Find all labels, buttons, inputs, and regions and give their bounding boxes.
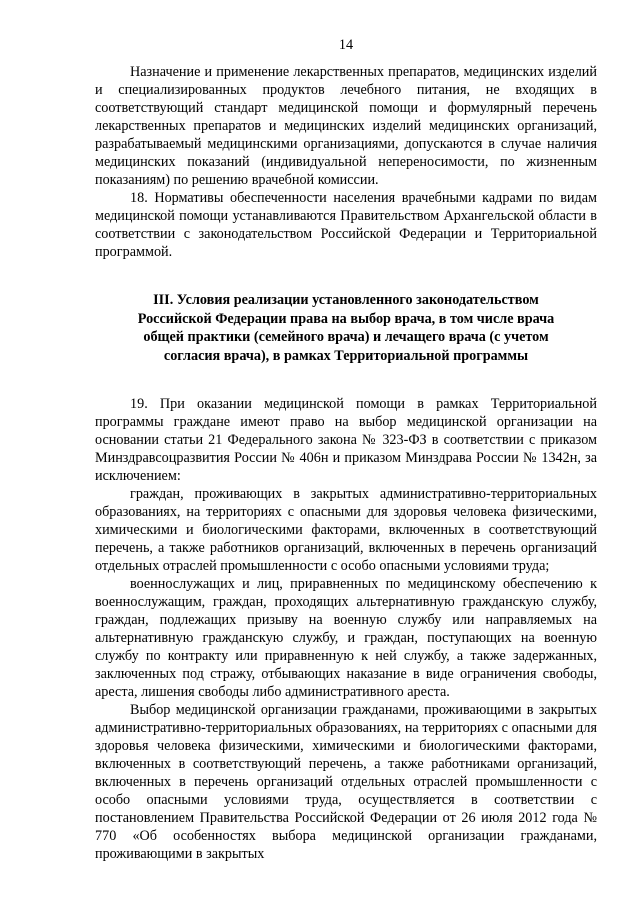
paragraph-prescription: Назначение и применение лекарственных препаратов, медицинских изделий и специализированных продуктов лечебного питания, не входящих в соответствующий стандарт медицинской помощи и формулярный перечень лекарственных препаратов и медицинских изделий медицинских организаций, разрабатываемый медицинскими организациями, допускаются в случае наличия медицинских показаний (индивидуальной непереносимости, по жизненным показаниям) по решению врачебной комиссии.	[95, 64, 597, 188]
paragraph-18-staffing: 18. Нормативы обеспеченности населения врачебными кадрами по видам медицинской помощи устанавливаются Правительством Архангельской области в соответствии с законодательством Российской Федерации и Территориальной программой.	[95, 190, 597, 260]
section-heading: III. Условия реализации установленного законодательством Российской Федерации права на выбор врача, в том числе врача общей практики (семейного врача) и лечащего врача (с учетом согласия врача), в рамках Территориальной программы	[137, 292, 555, 364]
paragraph-closed-territories: граждан, проживающих в закрытых административно-территориальных образованиях, на территориях с опасными для здоровья человека физическими, химическими и биологическими факторами, включенных в соответствующий перечень, а также работников организаций, включенных в перечень организаций отдельных отраслей промышленности с особо опасными условиями труда;	[95, 486, 597, 574]
paragraph-selection-procedure: Выбор медицинской организации гражданами, проживающими в закрытых административно-территориальных образованиях, на территориях с опасными для здоровья человека физическими, химическими и биологическими факторами, включенных в соответствующий перечень, а также работниками организаций, включенных в перечень организаций отдельных отраслей промышленности с особо опасными условиями труда, осуществляется в соответствии с постановлением Правительства Российской Федерации от 26 июля 2012 года № 770 «Об особенностях выбора медицинской организации гражданами, проживающими в закрытых	[95, 702, 597, 862]
paragraph-19-choice: 19. При оказании медицинской помощи в рамках Территориальной программы граждане имеют право на выбор медицинской организации на основании статьи 21 Федерального закона № 323-ФЗ в соответствии с приказом Минздравсоцразвития России № 406н и приказом Минздрава России № 1342н, за исключением:	[95, 396, 597, 484]
paragraph-military: военнослужащих и лиц, приравненных по медицинскому обеспечению к военнослужащим, граждан, проходящих альтернативную гражданскую службу, граждан, подлежащих призыву на военную службу или направляемых на альтернативную гражданскую службу, и граждан, поступающих на военную службу по контракту или приравненную к ней службу, а также задержанных, заключенных под стражу, отбывающих наказание в виде ограничения свободы, ареста, лишения свободы либо административного ареста.	[95, 576, 597, 700]
document-page	[95, 36, 597, 863]
page-number: 14	[338, 37, 354, 53]
